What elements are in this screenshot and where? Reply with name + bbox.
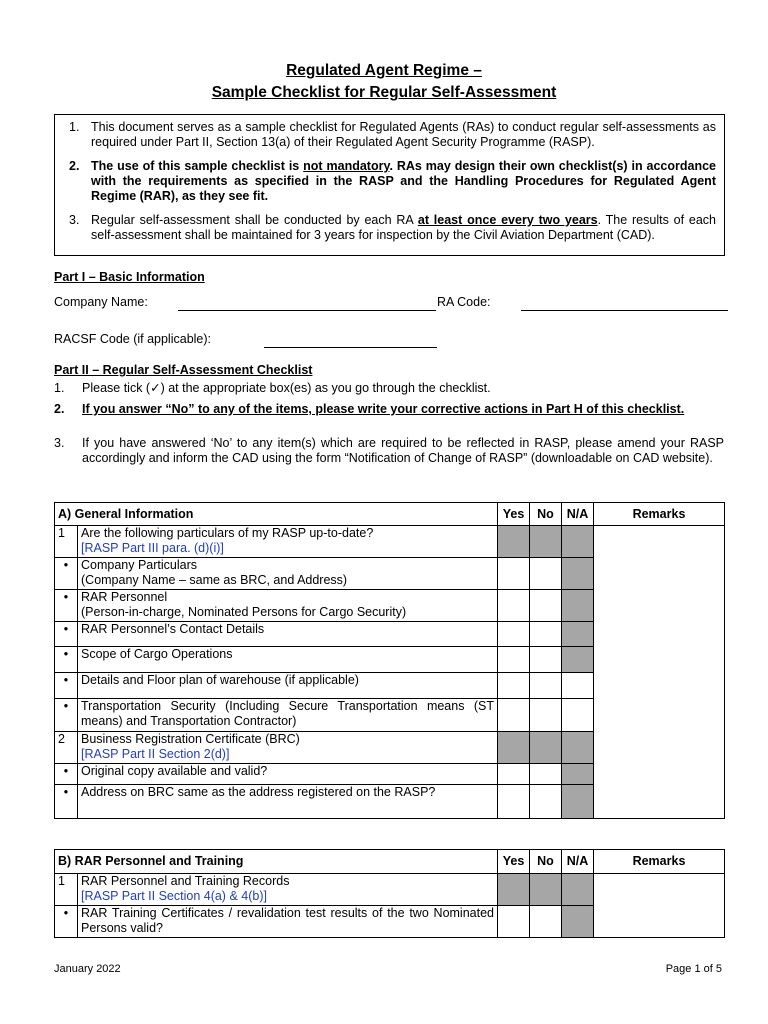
rasp-reference: [RASP Part III para. (d)(i)]	[81, 541, 224, 555]
remarks-header: Remarks	[594, 503, 725, 526]
note-2: 2. The use of this sample checklist is not mandatory. RAs may design their own checklist(s) in accordance with the requirements as specified in the RASP and the Handling Procedures for Regulated Agent Regime (RAR), as they see fit.	[69, 159, 716, 203]
footer-date: January 2022	[54, 963, 121, 975]
table-row: • Transportation Security (Including Secure Transportation means (ST means) and Transportation Contractor)	[55, 699, 725, 732]
no-checkbox[interactable]	[530, 558, 562, 590]
instruction-2: 2. If you answer “No” to any of the items, please write your corrective actions in Part H of this checklist.	[54, 402, 685, 416]
no-checkbox[interactable]	[530, 785, 562, 819]
bullet-icon: •	[55, 622, 78, 647]
yes-checkbox[interactable]	[498, 622, 530, 647]
remarks-header: Remarks	[594, 850, 725, 874]
company-name-field[interactable]	[178, 298, 436, 311]
bullet-icon: •	[55, 647, 78, 673]
part1-heading: Part I – Basic Information	[54, 270, 205, 284]
company-name-label: Company Name:	[54, 295, 148, 309]
notes-box	[54, 114, 725, 256]
no-cell	[530, 526, 562, 558]
no-checkbox[interactable]	[530, 699, 562, 732]
bullet-icon: •	[55, 673, 78, 699]
table-header-row	[55, 850, 725, 874]
yes-checkbox[interactable]	[498, 673, 530, 699]
table-row: 1 RAR Personnel and Training Records [RASP Part II Section 4(a) & 4(b)]	[55, 874, 725, 906]
ra-code-label: RA Code:	[437, 295, 491, 309]
table-row: • Address on BRC same as the address registered on the RASP?	[55, 785, 725, 819]
document-subtitle: Sample Checklist for Regular Self-Assessment	[211, 84, 557, 101]
no-checkbox[interactable]	[530, 590, 562, 622]
bullet-icon: •	[55, 590, 78, 622]
table-row: • RAR Personnel’s Contact Details	[55, 622, 725, 647]
bullet-icon: •	[55, 558, 78, 590]
table-header-row	[55, 503, 725, 526]
instruction-1: 1. Please tick (✓) at the appropriate box(es) as you go through the checklist.	[54, 381, 491, 395]
no-header: No	[530, 850, 562, 874]
table-row: 1 Are the following particulars of my RASP up-to-date? [RASP Part III para. (d)(i)]	[55, 526, 725, 558]
no-checkbox[interactable]	[530, 647, 562, 673]
document-title: Regulated Agent Regime –	[286, 62, 482, 79]
section-a-title: A) General Information	[55, 503, 498, 526]
instruction-3: 3. If you have answered ‘No’ to any item(s) which are required to be reflected in RASP, please amend your RASP accordingly and inform the CAD using the form “Notification of Change of RASP” (downloadable on CAD website).	[54, 436, 724, 465]
part2-heading: Part II – Regular Self-Assessment Checklist	[54, 363, 313, 377]
no-checkbox[interactable]	[530, 906, 562, 938]
no-checkbox[interactable]	[530, 673, 562, 699]
na-header: N/A	[562, 850, 594, 874]
table-row: • Company Particulars (Company Name – same as BRC, and Address)	[55, 558, 725, 590]
yes-checkbox[interactable]	[498, 906, 530, 938]
yes-header: Yes	[498, 503, 530, 526]
checklist-section-a	[54, 502, 725, 819]
table-row: • RAR Personnel (Person-in-charge, Nominated Persons for Cargo Security)	[55, 590, 725, 622]
no-cell	[530, 874, 562, 906]
no-checkbox[interactable]	[530, 764, 562, 785]
table-row: • Scope of Cargo Operations	[55, 647, 725, 673]
racsf-code-field[interactable]	[264, 335, 437, 348]
no-header: No	[530, 503, 562, 526]
table-row: 2 Business Registration Certificate (BRC) [RASP Part II Section 2(d)]	[55, 732, 725, 764]
no-cell	[530, 732, 562, 764]
note-1: 1. This document serves as a sample checklist for Regulated Agents (RAs) to conduct regular self-assessments as required under Part II, Section 13(a) of their Regulated Agent Security Programme (RASP).	[69, 120, 716, 149]
yes-checkbox[interactable]	[498, 558, 530, 590]
na-header: N/A	[562, 503, 594, 526]
footer-page-number: Page 1 of 5	[665, 963, 722, 975]
yes-cell	[498, 874, 530, 906]
table-row: • Original copy available and valid?	[55, 764, 725, 785]
na-checkbox[interactable]	[562, 699, 594, 732]
na-cell	[562, 622, 594, 647]
remarks-cell[interactable]	[594, 874, 725, 938]
yes-checkbox[interactable]	[498, 590, 530, 622]
checklist-section-b	[54, 849, 725, 938]
ra-code-field[interactable]	[521, 298, 728, 311]
note-3: 3. Regular self-assessment shall be conducted by each RA at least once every two years. The results of each self-assessment shall be maintained for 3 years for inspection by the Civil Aviation Department (CAD).	[69, 213, 716, 242]
bullet-icon: •	[55, 699, 78, 732]
na-cell	[562, 732, 594, 764]
na-cell	[562, 874, 594, 906]
na-checkbox[interactable]	[562, 673, 594, 699]
table-row: • RAR Training Certificates / revalidation test results of the two Nominated Persons valid?	[55, 906, 725, 938]
na-cell	[562, 526, 594, 558]
rasp-reference: [RASP Part II Section 2(d)]	[81, 747, 230, 761]
yes-checkbox[interactable]	[498, 785, 530, 819]
na-cell	[562, 764, 594, 785]
racsf-code-label: RACSF Code (if applicable):	[54, 332, 212, 346]
yes-checkbox[interactable]	[498, 764, 530, 785]
yes-cell	[498, 732, 530, 764]
yes-cell	[498, 526, 530, 558]
na-cell	[562, 590, 594, 622]
bullet-icon: •	[55, 906, 78, 938]
na-cell	[562, 558, 594, 590]
na-cell	[562, 906, 594, 938]
tick-icon: ✓	[150, 381, 161, 395]
bullet-icon: •	[55, 764, 78, 785]
no-checkbox[interactable]	[530, 622, 562, 647]
yes-header: Yes	[498, 850, 530, 874]
remarks-cell[interactable]	[594, 526, 725, 819]
na-cell	[562, 647, 594, 673]
bullet-icon: •	[55, 785, 78, 819]
table-row: • Details and Floor plan of warehouse (if applicable)	[55, 673, 725, 699]
yes-checkbox[interactable]	[498, 699, 530, 732]
na-cell	[562, 785, 594, 819]
yes-checkbox[interactable]	[498, 647, 530, 673]
rasp-reference: [RASP Part II Section 4(a) & 4(b)]	[81, 889, 267, 903]
section-b-title: B) RAR Personnel and Training	[55, 850, 498, 874]
